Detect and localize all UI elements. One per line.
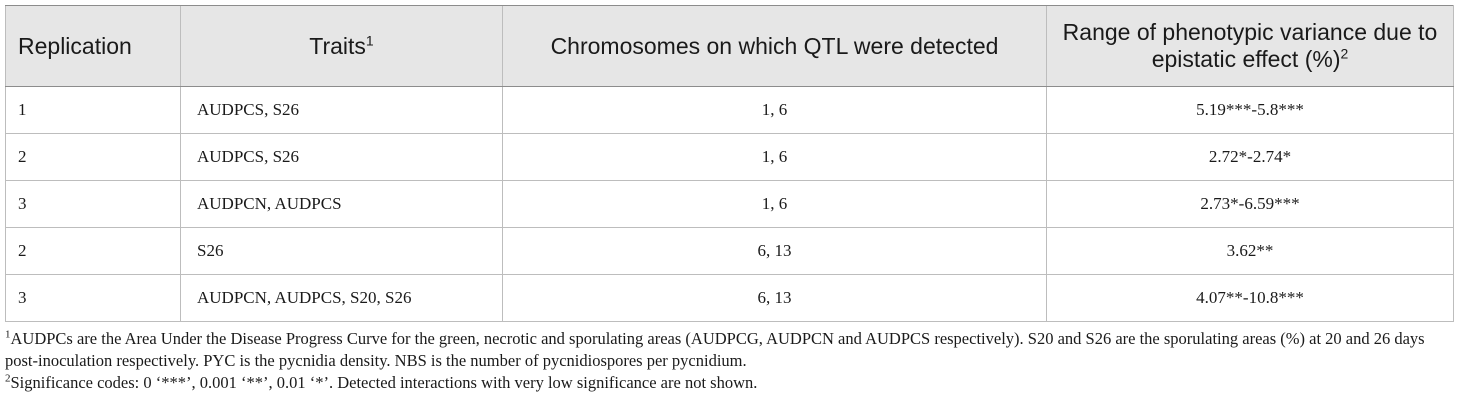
cell-chromosomes: 6, 13 bbox=[503, 228, 1047, 275]
table-header-row bbox=[6, 6, 1454, 87]
cell-traits: S26 bbox=[181, 228, 503, 275]
cell-variance-range: 2.72*-2.74* bbox=[1047, 134, 1454, 181]
cell-chromosomes: 1, 6 bbox=[503, 134, 1047, 181]
cell-chromosomes: 6, 13 bbox=[503, 275, 1047, 322]
cell-replication: 3 bbox=[6, 275, 181, 322]
table-row bbox=[6, 275, 1454, 322]
footnote-2-text: Significance codes: 0 ‘***’, 0.001 ‘**’, 0.01 ‘*’. Detected interactions with very low significance are not shown. bbox=[10, 373, 758, 392]
cell-traits: AUDPCS, S26 bbox=[181, 134, 503, 181]
header-chromosomes-label: Chromosomes on which QTL were detected bbox=[550, 32, 999, 59]
epistatic-qtl-table bbox=[5, 5, 1454, 322]
cell-traits: AUDPCS, S26 bbox=[181, 87, 503, 134]
cell-replication: 2 bbox=[6, 134, 181, 181]
cell-traits: AUDPCN, AUDPCS bbox=[181, 181, 503, 228]
cell-variance-range: 5.19***-5.8*** bbox=[1047, 87, 1454, 134]
header-replication-label: Replication bbox=[18, 32, 132, 59]
header-traits-label: Traits bbox=[309, 32, 366, 59]
footnote-2-marker: 2 bbox=[5, 372, 11, 385]
footnote-ref-1: 1 bbox=[365, 31, 374, 48]
cell-replication: 1 bbox=[6, 87, 181, 134]
footnote-1 bbox=[5, 328, 1457, 372]
cell-chromosomes: 1, 6 bbox=[503, 181, 1047, 228]
table-row bbox=[6, 87, 1454, 134]
cell-chromosomes: 1, 6 bbox=[503, 87, 1047, 134]
cell-traits: AUDPCN, AUDPCS, S20, S26 bbox=[181, 275, 503, 322]
header-variance-range bbox=[1047, 6, 1454, 87]
cell-replication: 3 bbox=[6, 181, 181, 228]
footnote-1-marker: 1 bbox=[5, 328, 11, 341]
footnote-1-text: AUDPCs are the Area Under the Disease Progress Curve for the green, necrotic and sporulating areas (AUDPCG, AUDPCN and AUDPCS respectively). S20 and S26 are the sporulating areas (%) at 20 and 26 days post-inoculation respectively. PYC is the pycnidia density. NBS is the number of pycnidiospores per pycnidium. bbox=[5, 329, 1425, 370]
header-variance-range-label: Range of phenotypic variance due to epistatic effect (%) bbox=[1062, 19, 1438, 72]
footnote-ref-2: 2 bbox=[1340, 45, 1349, 62]
table-row bbox=[6, 181, 1454, 228]
header-chromosomes bbox=[503, 6, 1047, 87]
table-row bbox=[6, 134, 1454, 181]
cell-variance-range: 4.07**-10.8*** bbox=[1047, 275, 1454, 322]
footnote-2 bbox=[5, 372, 1457, 394]
header-traits bbox=[181, 6, 503, 87]
cell-variance-range: 2.73*-6.59*** bbox=[1047, 181, 1454, 228]
table-container bbox=[5, 5, 1453, 394]
footnotes bbox=[5, 328, 1457, 394]
table-row bbox=[6, 228, 1454, 275]
header-replication bbox=[6, 6, 181, 87]
cell-variance-range: 3.62** bbox=[1047, 228, 1454, 275]
cell-replication: 2 bbox=[6, 228, 181, 275]
